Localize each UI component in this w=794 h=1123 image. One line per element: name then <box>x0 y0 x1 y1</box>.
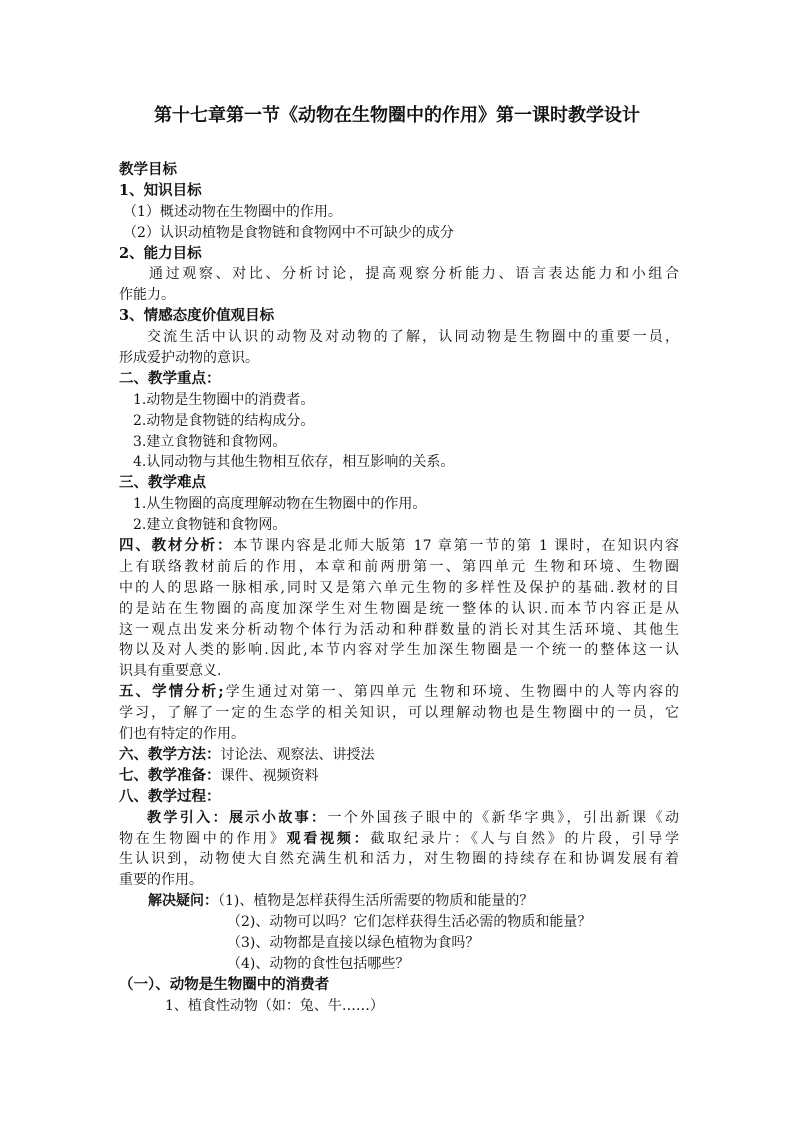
key-point-item: 2.动物是食物链的结构成分。 <box>133 412 315 429</box>
intro-text: 物在生物圈中的作用》 <box>119 830 287 847</box>
key-point-item: 4.认同动物与其他生物相互依存，相互影响的关系。 <box>133 454 455 471</box>
question-line <box>119 891 679 912</box>
difficulty-item: 2.建立食物链和食物网。 <box>133 517 287 534</box>
ability-heading: 2、能力目标 <box>119 244 202 262</box>
key-point-item: 1.动物是生物圈中的消费者。 <box>133 391 315 408</box>
document-body <box>119 160 679 1017</box>
analysis-line: 中的人的思路一脉相承,同时又是第六单元生物的多样性及保护的基础.教材的目 <box>119 579 679 596</box>
knowledge-item: （1）概述动物在生物圈中的作用。 <box>123 203 342 220</box>
prep-line <box>119 766 679 787</box>
question-item: （1)、植物是怎样获得生活所需要的物质和能量的？ <box>218 893 534 910</box>
intro-line <box>119 829 679 850</box>
intro-line: 生认识到，动物使大自然充满生机和活力，对生物圈的持续存在和协调发展有着 <box>119 851 679 868</box>
knowledge-heading: 1、知识目标 <box>119 181 202 199</box>
students-line <box>119 682 679 703</box>
process-heading: 八、教学过程： <box>119 787 221 805</box>
students-line: 们也有特定的作用。 <box>119 726 245 743</box>
emotion-line: 交流生活中认识的动物及对动物的了解，认同动物是生物圈中的重要一员， <box>147 329 679 346</box>
section-heading: （一）、动物是生物圈中的消费者 <box>119 975 330 993</box>
students-text: 学生通过对第一、第四单元 生物和环境、生物圈中的人等内容的 <box>223 684 679 701</box>
page-title: 第十七章第一节《动物在生物圈中的作用》第一课时教学设计 <box>154 105 640 126</box>
prep-heading: 七、教学准备： <box>119 766 221 784</box>
knowledge-item: （2）认识动植物是食物链和食物网中不可缺少的成分 <box>123 224 454 241</box>
question-item: （2)、动物可以吗？它们怎样获得生活必需的物质和能量？ <box>227 914 592 931</box>
analysis-heading: 四、教材分析： <box>119 537 234 555</box>
ability-line: 通过观察、对比、分析讨论，提高观察分析能力、语言表达能力和小组合 <box>149 266 679 283</box>
objectives-heading: 教学目标 <box>119 161 177 178</box>
video-text: 截取纪录片：《人与自然》的片段，引导学 <box>370 830 679 847</box>
intro-label: 教学引入： <box>147 809 230 826</box>
question-item: （3)、动物都是直接以绿色植物为食吗？ <box>227 934 480 951</box>
methods-text: 讨论法、观察法、讲授法 <box>220 746 375 763</box>
ability-line: 作能力。 <box>119 287 175 304</box>
analysis-line: 的是站在生物圈的高度加深学生对生物圈是统一整体的认识.而本节内容正是从 <box>119 600 679 617</box>
emotion-heading: 3、情感态度价值观目标 <box>119 307 275 325</box>
emotion-line: 形成爱护动物的意识。 <box>119 350 259 367</box>
analysis-line <box>119 536 679 557</box>
analysis-line: 上有联络教材前后的作用，本章和前两册第一、第四单元 生物和环境、生物圈 <box>119 558 679 575</box>
key-points-heading: 二、教学重点： <box>119 369 221 387</box>
analysis-line: 物以及对人类的影响.因此,本节内容对学生加深生物圈是一个统一的整体这一认 <box>119 642 679 659</box>
analysis-line: 这一观点出发来分析动物个体行为活动和种群数量的消长对其生活环境、其他生 <box>119 621 679 638</box>
analysis-text: 本节课内容是北师大版第 17 章第一节的第 1 课时，在知识内容 <box>233 538 679 555</box>
prep-text: 课件、视频资料 <box>220 767 319 784</box>
analysis-line: 识具有重要意义. <box>119 663 222 680</box>
students-line: 学习，了解了一定的生态学的相关知识，可以理解动物也是生物圈中的一员，它 <box>119 705 679 722</box>
methods-heading: 六、教学方法： <box>119 745 221 763</box>
questions-label: 解决疑问： <box>148 893 218 910</box>
question-item: （4)、动物的食性包括哪些？ <box>227 955 410 972</box>
story-label: 展示小故事： <box>229 809 328 826</box>
students-heading: 五、学情分析; <box>119 683 224 701</box>
intro-line <box>119 808 679 829</box>
video-label: 观看视频： <box>286 830 371 847</box>
methods-line <box>119 745 679 766</box>
section-item: 1、植食性动物（如：兔、牛……） <box>165 997 384 1014</box>
difficulty-item: 1.从生物圈的高度理解动物在生物圈中的作用。 <box>133 496 427 513</box>
story-text: 一个外国孩子眼中的《新华字典》，引出新课《动 <box>327 809 679 826</box>
intro-line: 重要的作用。 <box>119 872 203 889</box>
key-point-item: 3.建立食物链和食物网。 <box>133 433 287 450</box>
difficulties-heading: 三、教学难点 <box>119 474 206 492</box>
